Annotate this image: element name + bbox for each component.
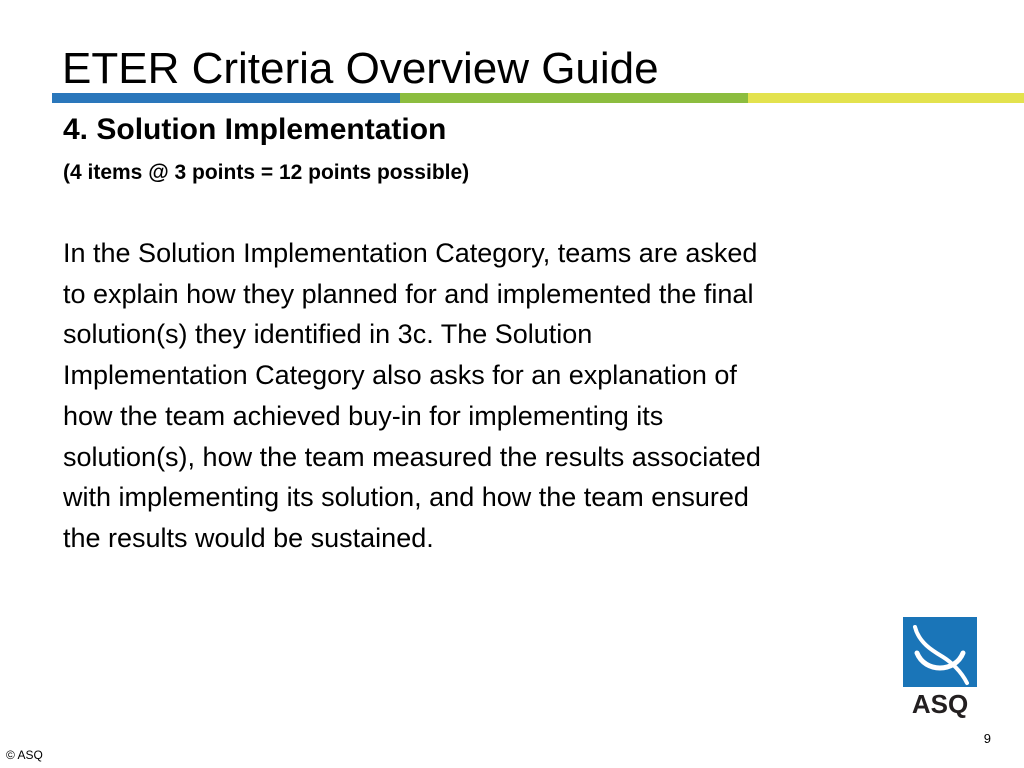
body-line: to explain how they planned for and implemented the final	[63, 278, 754, 309]
copyright-notice: © ASQ	[6, 748, 43, 762]
title-rule-blue-segment	[52, 93, 400, 103]
title-rule-yellow-segment	[748, 93, 1024, 103]
body-line: In the Solution Implementation Category, teams are asked	[63, 238, 758, 268]
asq-q-logo-icon	[903, 617, 977, 687]
section-subheading: (4 items @ 3 points = 12 points possible)	[63, 161, 470, 184]
page-number: 9	[983, 731, 991, 746]
body-line: how the team achieved buy-in for implementing its	[63, 400, 664, 431]
body-line: solution(s), how the team measured the results associated	[63, 441, 761, 472]
body-line: the results would be sustained.	[63, 522, 434, 553]
body-paragraph	[63, 233, 963, 559]
title-rule-green-segment	[400, 93, 748, 103]
body-line: with implementing its solution, and how the team ensured	[63, 482, 749, 513]
slide-title: ETER Criteria Overview Guide	[62, 44, 659, 93]
asq-logo	[903, 617, 977, 721]
body-line: solution(s) they identified in 3c. The Solution	[63, 319, 593, 350]
asq-logo-text: ASQ	[911, 689, 969, 719]
section-heading: 4. Solution Implementation	[63, 113, 447, 146]
body-line: Implementation Category also asks for an explanation of	[63, 360, 737, 391]
